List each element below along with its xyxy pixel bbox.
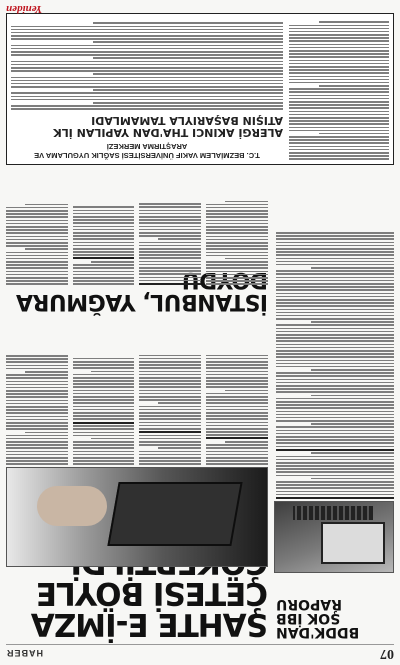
photo-keyboard (293, 506, 373, 520)
box-side-text (289, 20, 389, 160)
article-column (206, 315, 268, 465)
hospital-box (6, 13, 394, 165)
article-column (140, 315, 202, 465)
box-title: T.C. BEZMİALEM VAKIF ÜNİVERSİTESİ SAĞLIK UYGULAMA VE ARAŞTIRMA MERKEZİ (34, 142, 260, 160)
section-label: HABER (6, 648, 44, 658)
masthead-logo: Yeniden (6, 3, 43, 15)
page-number: 07 (380, 646, 394, 661)
main-headline: ŞAHTE E-İMZA ÇETESİ BÖYLE (31, 575, 268, 642)
photo-laptop (107, 482, 242, 546)
sidebar-body-text (276, 169, 394, 499)
second-headline: İSTANBUL, YAĞMURA (16, 289, 268, 314)
article-column (6, 315, 68, 465)
sidebar-photo (274, 501, 394, 573)
sidebar-headline: BDDK'DAN ŞOK İBB RAPORU (276, 596, 360, 640)
masthead-bar (6, 644, 394, 661)
box-headline: ALERGİ AKINCI THA'DAN YAPILAN İLK ATIŞIN BAŞARIYLA TAMAMLADI (53, 114, 283, 139)
article-photo (6, 467, 268, 567)
photo-hand (37, 486, 107, 526)
article-body-columns (6, 315, 268, 465)
box-list (11, 20, 283, 110)
article-column (73, 315, 135, 465)
photo-screen (321, 522, 385, 564)
